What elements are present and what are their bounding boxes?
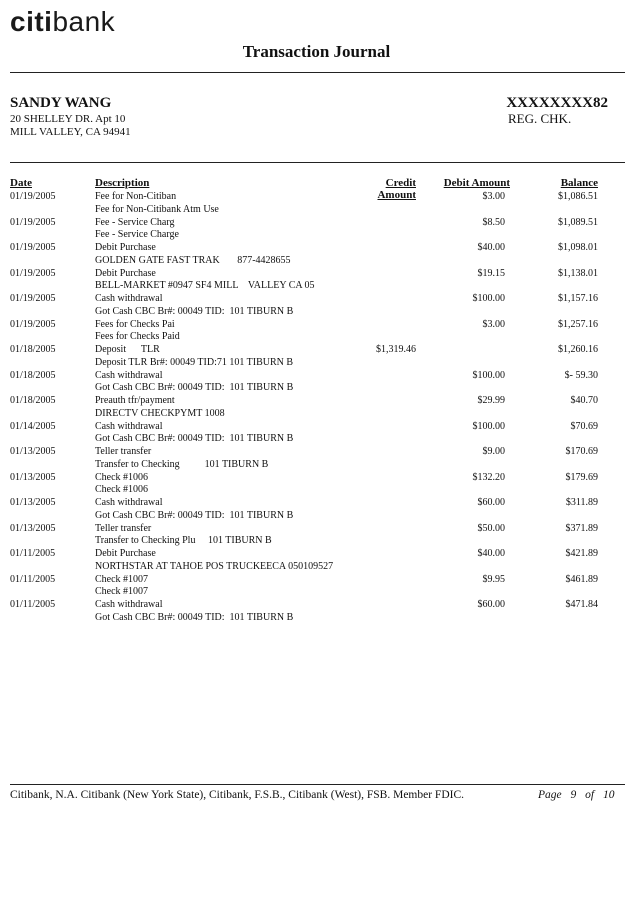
column-header-debit: Debit Amount: [443, 177, 510, 189]
row-debit: $40.00: [477, 548, 505, 559]
table-row: [0, 242, 633, 268]
table-row: [0, 472, 633, 498]
table-row: [0, 446, 633, 472]
row-description: Check #1007: [95, 573, 149, 585]
table-row: [0, 421, 633, 447]
row-date: 01/11/2005: [10, 599, 56, 610]
customer-address: [10, 113, 131, 139]
row-description-detail: Got Cash CBC Br#: 00049 TID: 101 TIBURN B: [95, 611, 294, 623]
column-header-description: Description: [95, 177, 150, 189]
row-date: 01/18/2005: [10, 369, 56, 381]
row-debit: $50.00: [477, 522, 505, 534]
row-description-detail: Got Cash CBC Br#: 00049 TID: 101 TIBURN B: [95, 382, 294, 393]
row-description: Fees for Checks Pai: [95, 318, 175, 330]
row-description: Check #1006: [95, 471, 149, 483]
page-total: 10: [602, 789, 615, 801]
row-debit: $60.00: [477, 497, 505, 508]
row-date: 01/11/2005: [10, 573, 56, 585]
row-debit: $60.00: [477, 599, 505, 610]
page-label: Page: [538, 789, 562, 801]
row-description-detail: Deposit TLR Br#: 00049 TID:71 101 TIBURN B: [95, 356, 294, 368]
row-balance: $1,257.16: [558, 318, 598, 330]
row-description: Cash withdrawal: [95, 420, 163, 432]
row-description-detail: Got Cash CBC Br#: 00049 TID: 101 TIBURN B: [95, 305, 294, 317]
row-debit: $100.00: [472, 293, 505, 304]
row-date: 01/19/2005: [10, 216, 56, 228]
page-title: Transaction Journal: [242, 42, 391, 61]
row-description: Cash withdrawal: [95, 369, 163, 381]
transaction-table: [0, 191, 633, 625]
logo-bank: bank: [52, 6, 116, 37]
row-date: 01/13/2005: [10, 497, 56, 508]
row-description-detail: Transfer to Checking Plu 101 TIBURN B: [95, 535, 272, 546]
row-balance: $1,089.51: [558, 216, 598, 228]
row-balance: $1,086.51: [558, 191, 598, 202]
address-line-2: MILL VALLEY, CA 94941: [10, 126, 131, 138]
row-description-detail: DIRECTV CHECKPYMT 1008: [95, 407, 225, 419]
row-debit: $40.00: [477, 242, 505, 253]
row-balance: $70.69: [570, 420, 598, 432]
logo-citi: citi: [10, 6, 53, 37]
row-date: 01/13/2005: [10, 446, 56, 457]
table-row: [0, 268, 633, 294]
row-description: Teller transfer: [95, 446, 152, 457]
column-header-date: Date: [10, 177, 32, 189]
row-description: Deposit TLR: [95, 344, 160, 355]
row-debit: $3.00: [482, 318, 505, 330]
page-current: 9: [570, 789, 577, 801]
row-description-detail: Fee for Non-Citibank Atm Use: [95, 203, 219, 215]
row-description-detail: GOLDEN GATE FAST TRAK 877-4428655: [95, 254, 291, 266]
row-date: 01/13/2005: [10, 471, 56, 483]
row-description: Cash withdrawal: [95, 497, 163, 508]
row-description-detail: Check #1006: [95, 484, 149, 495]
row-description-detail: Fees for Checks Paid: [95, 331, 180, 342]
row-description: Fee for Non-Citiban: [95, 191, 177, 202]
table-row: [0, 548, 633, 574]
row-description: Cash withdrawal: [95, 293, 163, 304]
row-debit: $9.00: [482, 446, 505, 457]
row-date: 01/19/2005: [10, 267, 56, 279]
footer-legal: Citibank, N.A. Citibank (New York State), Citibank, F.S.B., Citibank (West), FSB. Member FDIC.: [10, 789, 465, 801]
row-date: 01/11/2005: [10, 548, 56, 559]
row-description: Preauth tfr/payment: [95, 395, 175, 406]
row-date: 01/14/2005: [10, 420, 56, 432]
row-description: Debit Purchase: [95, 548, 156, 559]
table-row: [0, 319, 633, 345]
row-date: 01/19/2005: [10, 242, 56, 253]
row-description: Debit Purchase: [95, 267, 156, 279]
row-description: Teller transfer: [95, 522, 152, 534]
row-debit: $19.15: [477, 267, 505, 279]
row-date: 01/18/2005: [10, 395, 56, 406]
table-row: [0, 370, 633, 396]
row-description-detail: Transfer to Checking 101 TIBURN B: [95, 458, 269, 470]
row-debit: $132.20: [472, 471, 505, 483]
row-balance: $- 59.30: [564, 369, 598, 381]
row-debit: $3.00: [482, 191, 505, 202]
row-description-detail: BELL-MARKET #0947 SF4 MILL VALLEY CA 05: [95, 280, 315, 291]
table-row: [0, 523, 633, 549]
citibank-logo: [10, 6, 115, 38]
page-of: of: [585, 789, 595, 801]
footer-divider: [10, 784, 625, 785]
row-credit: $1,319.46: [376, 344, 416, 355]
table-row: [0, 599, 633, 625]
page-indicator: [538, 789, 614, 801]
row-debit: $100.00: [472, 420, 505, 432]
row-balance: $1,098.01: [558, 242, 598, 253]
column-header-balance: Balance: [560, 177, 598, 189]
row-balance: $311.89: [565, 497, 598, 508]
row-date: 01/19/2005: [10, 293, 56, 304]
table-row: [0, 191, 633, 217]
table-divider: [10, 162, 625, 163]
row-date: 01/18/2005: [10, 344, 56, 355]
row-description-detail: Got Cash CBC Br#: 00049 TID: 101 TIBURN B: [95, 509, 294, 521]
account-type: REG. CHK.: [508, 111, 572, 126]
row-balance: $170.69: [565, 446, 598, 457]
row-debit: $100.00: [472, 369, 505, 381]
row-description: Debit Purchase: [95, 242, 156, 253]
row-balance: $1,138.01: [558, 267, 598, 279]
table-row: [0, 217, 633, 243]
row-balance: $371.89: [565, 522, 598, 534]
row-date: 01/13/2005: [10, 522, 56, 534]
row-date: 01/19/2005: [10, 191, 56, 202]
row-debit: $9.95: [482, 573, 505, 585]
table-row: [0, 395, 633, 421]
row-description-detail: Got Cash CBC Br#: 00049 TID: 101 TIBURN B: [95, 433, 294, 444]
table-row: [0, 574, 633, 600]
account-number: XXXXXXXX82: [506, 95, 608, 111]
customer-name: SANDY WANG: [10, 95, 112, 111]
row-balance: $40.70: [570, 395, 598, 406]
row-balance: $179.69: [565, 471, 598, 483]
row-description: Fee - Service Charg: [95, 216, 175, 228]
table-row: [0, 293, 633, 319]
row-description: Cash withdrawal: [95, 599, 163, 610]
table-row: [0, 344, 633, 370]
row-balance: $1,260.16: [558, 344, 598, 355]
row-debit: $29.99: [477, 395, 505, 406]
row-balance: $471.84: [565, 599, 598, 610]
row-debit: $8.50: [482, 216, 505, 228]
row-description-detail: NORTHSTAR AT TAHOE POS TRUCKEECA 050109527: [95, 560, 334, 572]
header-divider: [10, 72, 625, 73]
row-balance: $461.89: [565, 573, 598, 585]
row-description-detail: Fee - Service Charge: [95, 229, 179, 240]
table-row: [0, 497, 633, 523]
row-balance: $1,157.16: [558, 293, 598, 304]
column-header-credit: Credit Amount: [377, 177, 416, 201]
row-description-detail: Check #1007: [95, 586, 149, 597]
row-date: 01/19/2005: [10, 318, 56, 330]
row-balance: $421.89: [565, 548, 598, 559]
address-line-1: 20 SHELLEY DR. Apt 10: [10, 113, 126, 125]
